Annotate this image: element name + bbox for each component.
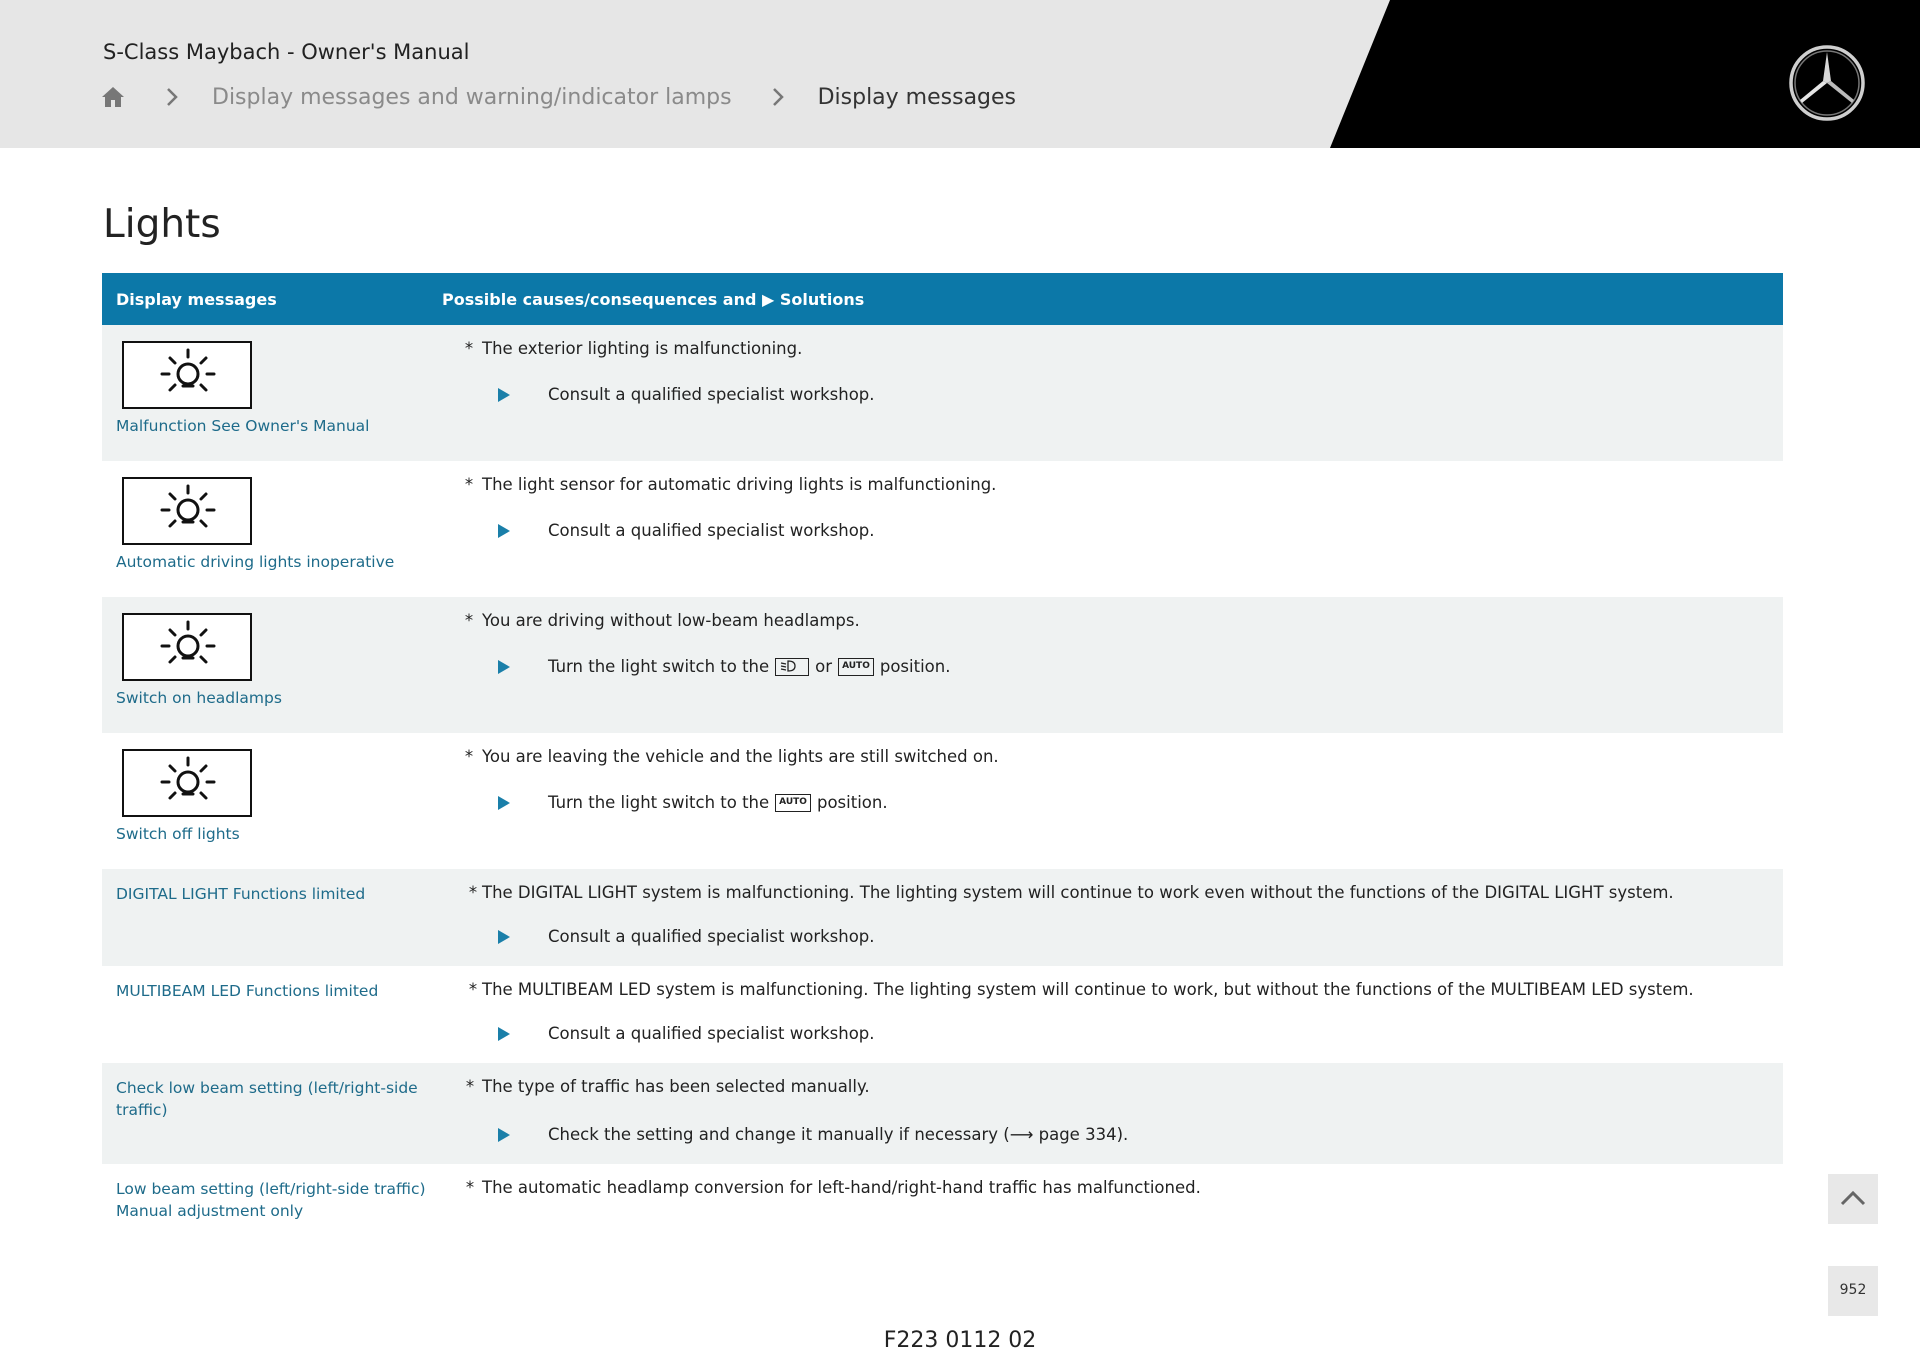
table-row: [102, 461, 1783, 597]
page-header: [0, 0, 1920, 148]
play-arrow-icon: [498, 796, 510, 810]
exterior-light-warning-icon: [122, 613, 252, 681]
column-header-causes-solutions: Possible causes/consequences and ▶ Solutions: [442, 289, 865, 309]
play-arrow-icon: [498, 660, 510, 674]
table-row: [102, 869, 1783, 966]
chevron-right-icon: [768, 85, 788, 109]
message-label: Switch off lights: [116, 825, 240, 843]
cause-text: * The light sensor for automatic driving lights is malfunctioning.: [464, 475, 997, 494]
message-label: Malfunction See Owner's Manual: [116, 417, 370, 435]
table-row: [102, 966, 1783, 1063]
cause-text: * The exterior lighting is malfunctioning.: [464, 339, 803, 358]
display-messages-table: [102, 273, 1783, 1244]
solution-text: Turn the light switch to the or AUTO position.: [442, 657, 950, 676]
mercedes-star-icon: [1788, 44, 1866, 122]
column-header-display-messages: Display messages: [116, 289, 277, 309]
cause-text: * The type of traffic has been selected manually.: [465, 1077, 870, 1096]
solution-text: Check the setting and change it manually if necessary (⟶ page 334).: [442, 1125, 1128, 1144]
breadcrumb-current: Display messages: [817, 84, 1017, 110]
breadcrumb: [100, 80, 1016, 114]
auto-symbol-icon: AUTO: [838, 658, 874, 676]
cause-text: * The automatic headlamp conversion for left-hand/right-hand traffic has malfunctioned.: [465, 1178, 1201, 1197]
play-arrow-icon: [498, 1027, 510, 1041]
cause-text: * The MULTIBEAM LED system is malfunctioning. The lighting system will continue to work, but without the functions of the MULTIBEAM LED system.: [468, 980, 1694, 999]
table-row: [102, 1164, 1783, 1244]
message-label: MULTIBEAM LED Functions limited: [116, 982, 379, 1000]
exterior-light-warning-icon: [122, 477, 252, 545]
message-label: Low beam setting (left/right-side traffic) Manual adjustment only: [116, 1180, 426, 1220]
page-title: Lights: [103, 202, 221, 247]
play-arrow-icon: [498, 524, 510, 538]
solution-text: Turn the light switch to the AUTO position.: [442, 793, 888, 812]
page-number: 952: [1839, 1282, 1867, 1298]
solution-text: Consult a qualified specialist workshop.: [442, 521, 875, 540]
chevron-right-icon: [162, 85, 182, 109]
auto-symbol-icon: AUTO: [775, 794, 811, 812]
play-arrow-icon: [498, 930, 510, 944]
solution-text: Consult a qualified specialist workshop.: [442, 927, 875, 946]
solution-text: Consult a qualified specialist workshop.: [442, 1024, 875, 1043]
cause-text: * You are driving without low-beam headlamps.: [464, 611, 860, 630]
scroll-to-top-button[interactable]: [1828, 1174, 1878, 1224]
table-row: [102, 733, 1783, 869]
message-label: Switch on headlamps: [116, 689, 282, 707]
document-code: F223 0112 02: [883, 1328, 1037, 1353]
home-icon[interactable]: [100, 84, 126, 110]
exterior-light-warning-icon: [122, 749, 252, 817]
table-row: [102, 325, 1783, 461]
chevron-up-icon: [1828, 1174, 1878, 1224]
message-label: Automatic driving lights inoperative: [116, 553, 395, 571]
low-beam-symbol-icon: [775, 658, 809, 676]
play-arrow-icon: [498, 388, 510, 402]
exterior-light-warning-icon: [122, 341, 252, 409]
play-arrow-icon: [498, 1128, 510, 1142]
cause-text: * You are leaving the vehicle and the lights are still switched on.: [464, 747, 999, 766]
document-title: S-Class Maybach - Owner's Manual: [103, 40, 470, 64]
cause-text: * The DIGITAL LIGHT system is malfunctioning. The lighting system will continue to work even without the functions of the DIGITAL LIGHT system.: [468, 883, 1674, 902]
page-number-button[interactable]: [1828, 1266, 1878, 1316]
solution-text: Consult a qualified specialist workshop.: [442, 385, 875, 404]
table-row: [102, 1063, 1783, 1164]
table-header: [102, 273, 1783, 325]
message-label: DIGITAL LIGHT Functions limited: [116, 885, 366, 903]
breadcrumb-link-display-messages-warning[interactable]: Display messages and warning/indicator lamps: [212, 84, 732, 110]
message-label: Check low beam setting (left/right-side traffic): [116, 1079, 418, 1119]
table-row: [102, 597, 1783, 733]
